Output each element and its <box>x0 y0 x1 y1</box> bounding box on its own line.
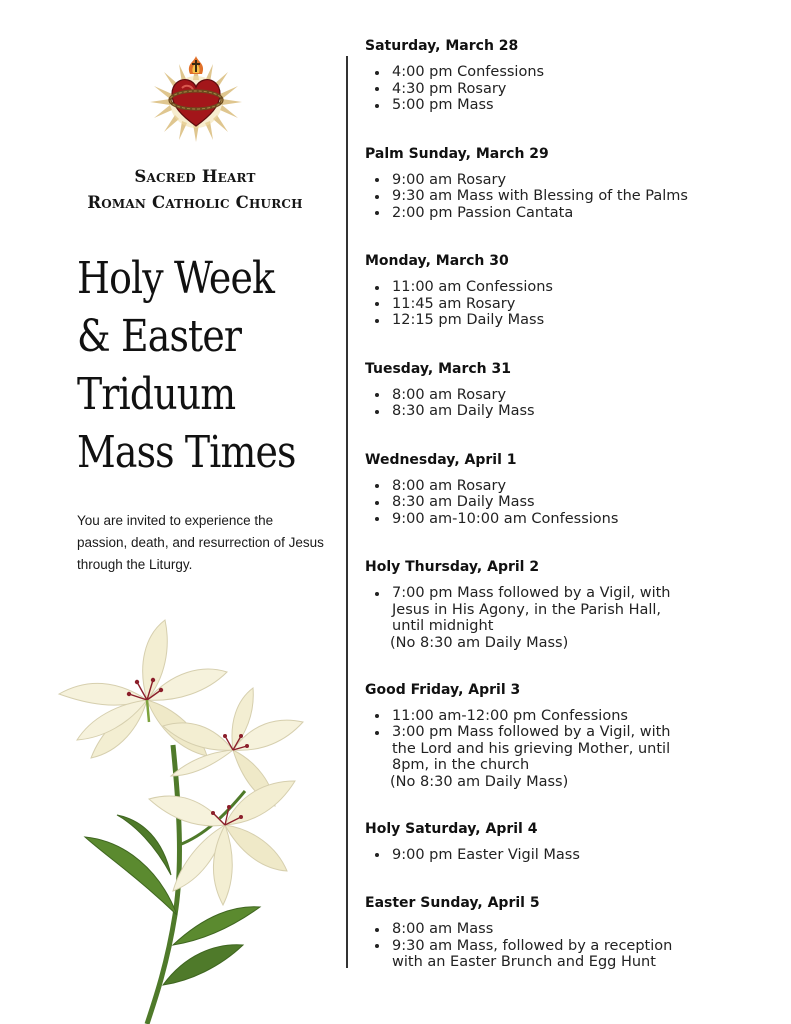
day-title: Tuesday, March 31 <box>365 360 511 377</box>
event-item: 8:00 am Rosary <box>365 387 692 404</box>
event-note: (No 8:30 am Daily Mass) <box>390 773 569 790</box>
event-item: 9:30 am Mass with Blessing of the Palms <box>365 188 712 205</box>
title-line-2: & Easter <box>77 311 242 362</box>
day-section-tuesday <box>365 359 780 420</box>
event-item: 4:30 pm Rosary <box>365 81 692 98</box>
day-title: Easter Sunday, April 5 <box>365 895 540 911</box>
event-item: 9:00 am Rosary <box>365 172 712 189</box>
event-list <box>365 387 780 420</box>
event-list <box>365 172 780 222</box>
event-item: 11:45 am Rosary <box>365 296 692 313</box>
title-line-3: Triduum <box>77 369 236 420</box>
invitation-text: You are invited to experience the passion, death, and resurrection of Jesus through the Liturgy. <box>77 513 324 572</box>
event-list <box>365 708 780 774</box>
event-list <box>365 478 780 528</box>
event-item: 11:00 am-12:00 pm Confessions <box>365 708 692 725</box>
day-section-saturday <box>365 36 780 114</box>
event-item: 11:00 am Confessions <box>365 279 692 296</box>
event-item: 3:00 pm Mass followed by a Vigil, with the Lord and his grieving Mother, until 8pm, in the church <box>365 724 692 774</box>
day-section-good-friday <box>365 680 780 791</box>
day-title: Wednesday, April 1 <box>365 451 517 468</box>
day-title: Holy Thursday, April 2 <box>365 559 540 575</box>
church-name-line-2: Roman Catholic Church <box>87 193 303 212</box>
left-panel <box>0 0 346 1024</box>
day-section-palm-sunday <box>365 144 780 222</box>
event-list <box>365 585 780 635</box>
event-item: 5:00 pm Mass <box>365 97 692 114</box>
day-title: Holy Saturday, April 4 <box>365 820 538 837</box>
event-list <box>365 921 780 971</box>
event-item: 9:00 pm Easter Vigil Mass <box>365 847 692 864</box>
event-list <box>365 64 780 114</box>
sacred-heart-emblem-icon <box>148 56 244 142</box>
day-title: Palm Sunday, March 29 <box>365 145 549 162</box>
event-item: 8:30 am Daily Mass <box>365 403 692 420</box>
day-section-holy-thursday <box>365 557 780 652</box>
event-list <box>365 847 780 864</box>
event-item: 8:00 am Mass <box>365 921 692 938</box>
church-name-line-1: Sacred Heart <box>134 167 256 186</box>
easter-lily-illustration-icon <box>55 615 315 1024</box>
column-divider <box>346 56 348 968</box>
day-title: Monday, March 30 <box>365 253 509 269</box>
title-line-4: Mass Times <box>77 427 296 478</box>
event-item: 12:15 pm Daily Mass <box>365 312 692 329</box>
day-title: Good Friday, April 3 <box>365 681 521 698</box>
church-name <box>40 164 350 216</box>
page-title <box>77 250 301 482</box>
event-item: 2:00 pm Passion Cantata <box>365 205 712 222</box>
day-section-wednesday <box>365 450 780 528</box>
schedule-column <box>365 36 780 971</box>
event-item: 8:00 am Rosary <box>365 478 712 495</box>
event-note: (No 8:30 am Daily Mass) <box>390 634 569 651</box>
event-item: 4:00 pm Confessions <box>365 64 692 81</box>
title-line-1: Holy Week <box>77 253 275 304</box>
event-item: 9:30 am Mass, followed by a reception with an Easter Brunch and Egg Hunt <box>365 938 692 971</box>
event-item: 8:30 am Daily Mass <box>365 494 712 511</box>
day-section-monday <box>365 251 780 329</box>
event-list <box>365 279 780 329</box>
day-section-holy-saturday <box>365 819 780 864</box>
day-title: Saturday, March 28 <box>365 38 519 54</box>
event-item: 7:00 pm Mass followed by a Vigil, with Jesus in His Agony, in the Parish Hall, until midnight <box>365 585 692 635</box>
day-section-easter-sunday <box>365 893 780 971</box>
event-item: 9:00 am-10:00 am Confessions <box>365 511 712 528</box>
